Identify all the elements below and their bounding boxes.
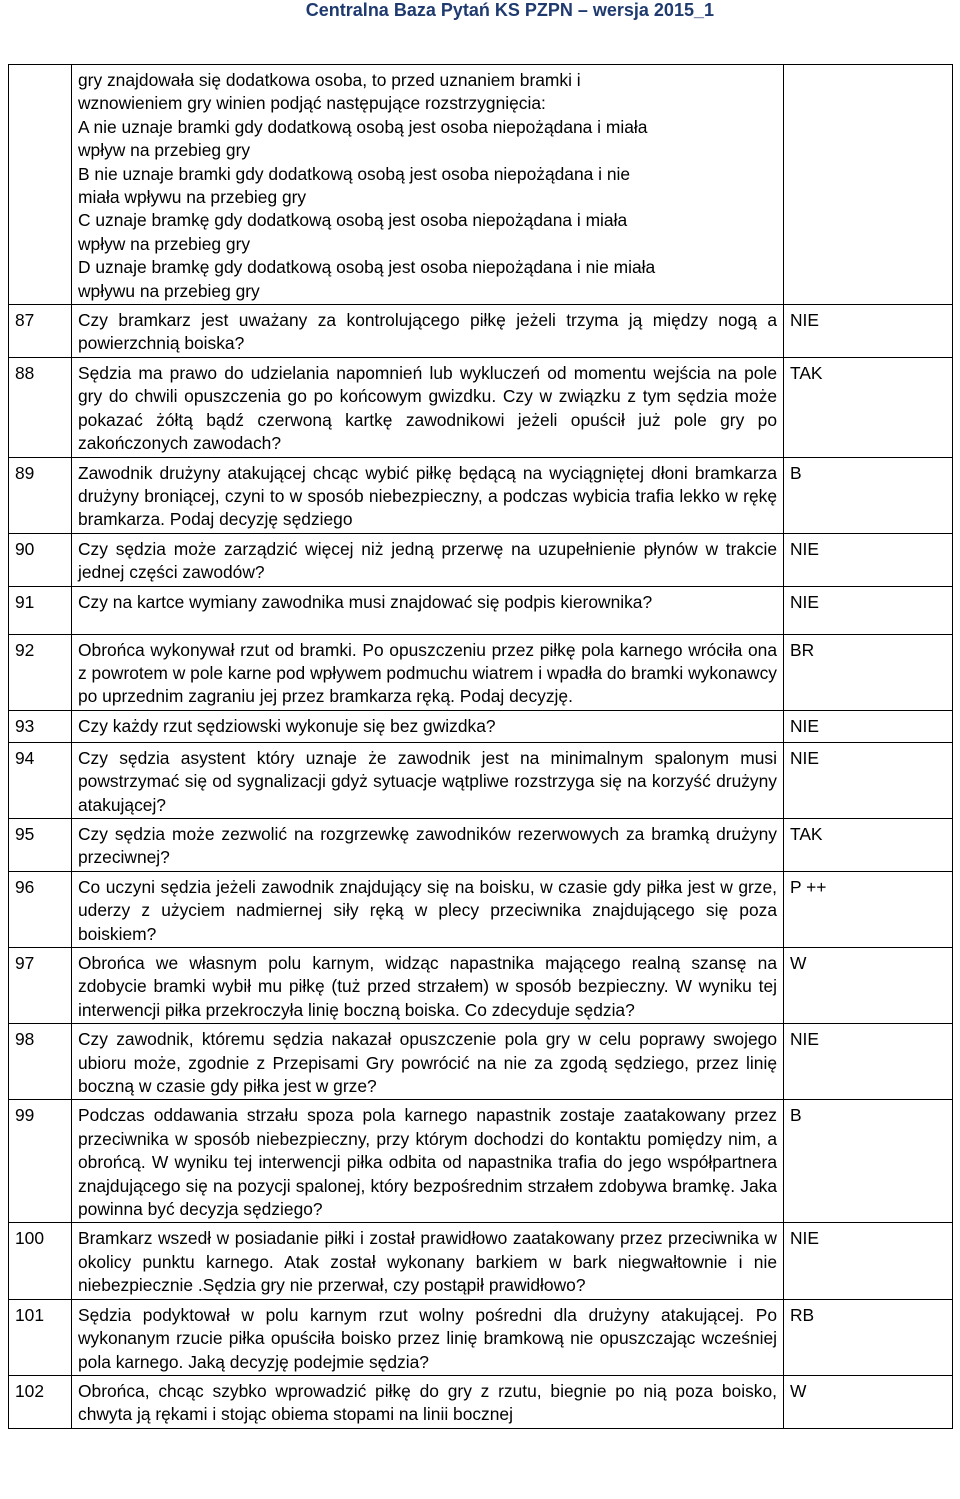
- question-text: Co uczyni sędzia jeżeli zawodnik znajdujący się na boisku, w czasie gdy piłka jest w grze, uderzy z użyciem nadmiernej siły ręką w plecy przeciwnika znajdującego się poza boiskiem?: [72, 871, 784, 947]
- answer: B: [784, 457, 953, 533]
- question-text: Czy sędzia może zezwolić na rozgrzewkę zawodników rezerwowych za bramką drużyny przeciwnej?: [72, 818, 784, 871]
- question-text: Czy na kartce wymiany zawodnika musi znajdować się podpis kierownika?: [72, 586, 784, 634]
- question-number: 102: [9, 1375, 72, 1428]
- question-number: 100: [9, 1223, 72, 1299]
- table-row-question: [9, 305, 953, 358]
- question-number: 101: [9, 1299, 72, 1375]
- continuation-line: miała wpływu na przebieg gry: [78, 187, 307, 208]
- question-text: Obrońca we własnym polu karnym, widząc napastnika mającego realną szansę na zdobycie bramki wybił mu piłkę (tuż przed strzałem) w sposób bezpieczny. W wyniku tej interwencji piłka przekroczyła linię boczną boiska. Co zdecyduje sędzia?: [72, 948, 784, 1024]
- question-number: 88: [9, 357, 72, 457]
- answer: W: [784, 1375, 953, 1428]
- question-text: Sędzia ma prawo do udzielania napomnień lub wykluczeń od momentu wejścia na pole gry do chwili opuszczenia go po końcowym gwizdku. Czy w związku z tym sędzia może pokazać żółtą bądź czerwoną kartkę zawodnikowi jeżeli opuścił już pole gry po zakończonych zawodach?: [72, 357, 784, 457]
- table-row-question: [9, 710, 953, 742]
- table-row-question: [9, 1299, 953, 1375]
- table-row-question: [9, 948, 953, 1024]
- question-text: Czy zawodnik, któremu sędzia nakazał opuszczenie pola gry w celu poprawy swojego ubioru może, zgodnie z Przepisami Gry powrócić na nie za zgodą sędziego, przez linię boczną w czasie gdy piłka jest w grze?: [72, 1024, 784, 1100]
- question-text: Czy bramkarz jest uważany za kontrolującego piłkę jeżeli trzyma ją między nogą a powierzchnią boiska?: [72, 305, 784, 358]
- question-text: Czy każdy rzut sędziowski wykonuje się bez gwizdka?: [72, 710, 784, 742]
- continuation-line: wznowieniem gry winien podjąć następujące rozstrzygnięcia:: [78, 93, 546, 114]
- table-row-question: [9, 357, 953, 457]
- table-row-question: [9, 818, 953, 871]
- continuation-line: wpływu na przebieg gry: [78, 280, 260, 301]
- answer: NIE: [784, 710, 953, 742]
- continuation-line: wpływ na przebieg gry: [78, 140, 251, 161]
- answer: B: [784, 1100, 953, 1223]
- answer: P ++: [784, 871, 953, 947]
- question-number: 92: [9, 634, 72, 710]
- table-row-question: [9, 1223, 953, 1299]
- question-text: Obrońca wykonywał rzut od bramki. Po opuszczeniu przez piłkę pola karnego wróciła ona z powrotem w pole karne pod wpływem podmuchu wiatrem i wpadła do bramki wykonawcy po uprzednim zagraniu jej przez bramkarza ręką. Podaj decyzję.: [72, 634, 784, 710]
- table-row-question: [9, 742, 953, 818]
- question-number: 99: [9, 1100, 72, 1223]
- answer: NIE: [784, 1024, 953, 1100]
- question-number: 96: [9, 871, 72, 947]
- table-row-question: [9, 533, 953, 586]
- table-row-continuation: [9, 65, 953, 305]
- table-row-question: [9, 1100, 953, 1223]
- table-row-question: [9, 634, 953, 710]
- table-row-question: [9, 586, 953, 634]
- answer: NIE: [784, 1223, 953, 1299]
- question-number: 94: [9, 742, 72, 818]
- question-number: 95: [9, 818, 72, 871]
- answer: TAK: [784, 357, 953, 457]
- answer: W: [784, 948, 953, 1024]
- question-number: 93: [9, 710, 72, 742]
- questions-table: [8, 64, 953, 1429]
- question-number: 90: [9, 533, 72, 586]
- answer: NIE: [784, 586, 953, 634]
- table-row-question: [9, 1375, 953, 1428]
- question-text: Podczas oddawania strzału spoza pola karnego napastnik zostaje zaatakowany przez przeciwnika w sposób niebezpieczny, przy którym dochodzi do kontaktu pomiędzy nim, a obrońcą. W wyniku tej interwencji piłka odbita od napastnika trafia do jego współpartnera znajdującego się na pozycji spalonej, który bezpośrednim strzałem zdobywa bramkę. Jaka powinna być decyzja sędziego?: [72, 1100, 784, 1223]
- table-row-question: [9, 457, 953, 533]
- question-text: Sędzia podyktował w polu karnym rzut wolny pośredni dla drużyny atakującej. Po wykonanym rzucie piłka opuściła boisko przez linię bramkową nie opuszczając wcześniej pola karnego. Jaką decyzję podejmie sędzia?: [72, 1299, 784, 1375]
- answer: RB: [784, 1299, 953, 1375]
- document-title: Centralna Baza Pytań KS PZPN – wersja 2015_1: [305, 0, 714, 20]
- question-text: Zawodnik drużyny atakującej chcąc wybić piłkę będącą na wyciągniętej dłoni bramkarza drużyny broniącej, czyni to w sposób niebezpieczny, a podczas wybicia trafia lekko w rękę bramkarza. Podaj decyzję sędziego: [72, 457, 784, 533]
- question-number: 87: [9, 305, 72, 358]
- continuation-line: D uznaje bramkę gdy dodatkową osobą jest osoba niepożądana i nie miała: [78, 257, 656, 278]
- question-number: 91: [9, 586, 72, 634]
- question-text-cell: [72, 65, 784, 305]
- page-header: [0, 0, 960, 22]
- question-number-cell: [9, 65, 72, 305]
- question-text: Czy sędzia może zarządzić więcej niż jedną przerwę na uzupełnienie płynów w trakcie jednej części zawodów?: [72, 533, 784, 586]
- question-number: 97: [9, 948, 72, 1024]
- answer: TAK: [784, 818, 953, 871]
- answer: BR: [784, 634, 953, 710]
- continuation-line: wpływ na przebieg gry: [78, 233, 251, 254]
- continuation-line: gry znajdowała się dodatkowa osoba, to przed uznaniem bramki i: [78, 70, 581, 90]
- table-row-question: [9, 1024, 953, 1100]
- question-number: 98: [9, 1024, 72, 1100]
- table-row-question: [9, 871, 953, 947]
- answer: NIE: [784, 305, 953, 358]
- question-text: Czy sędzia asystent który uznaje że zawodnik jest na minimalnym spalonym musi powstrzymać się od sygnalizacji gdyż sytuacje wątpliwe rozstrzyga się na korzyść drużyny atakującej?: [72, 742, 784, 818]
- question-text: Bramkarz wszedł w posiadanie piłki i został prawidłowo zaatakowany przez przeciwnika w okolicy punktu karnego. Atak został wykonany barkiem w bark niegwałtownie i nie niebezpiecznie .Sędzia gry nie przerwał, czy postąpił prawidłowo?: [72, 1223, 784, 1299]
- answer: NIE: [784, 533, 953, 586]
- continuation-line: C uznaje bramkę gdy dodatkową osobą jest osoba niepożądana i miała: [78, 210, 628, 231]
- answer: NIE: [784, 742, 953, 818]
- question-text: Obrońca, chcąc szybko wprowadzić piłkę do gry z rzutu, biegnie po nią poza boisko, chwyta ją rękami i stojąc obiema stopami na linii bocznej: [72, 1375, 784, 1428]
- question-number: 89: [9, 457, 72, 533]
- continuation-line: A nie uznaje bramki gdy dodatkową osobą jest osoba niepożądana i miała: [78, 116, 648, 137]
- answer-cell: [784, 65, 953, 305]
- continuation-line: B nie uznaje bramki gdy dodatkową osobą jest osoba niepożądana i nie: [78, 163, 631, 184]
